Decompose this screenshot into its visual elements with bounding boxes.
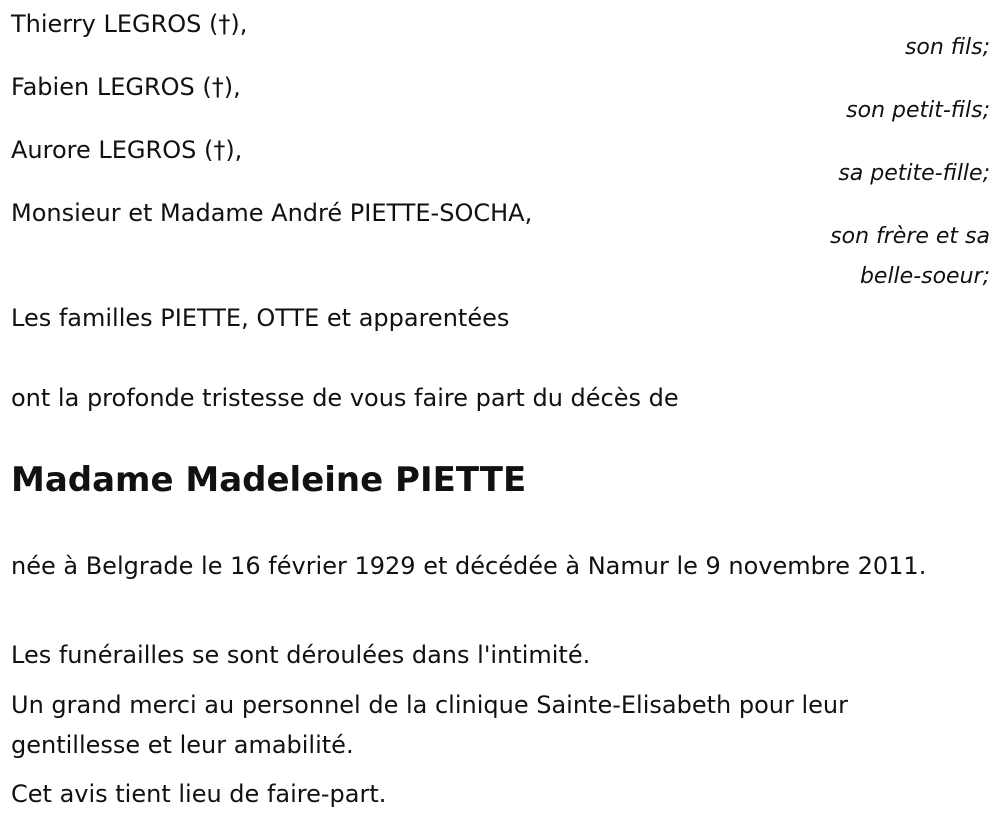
- family-name-3: Aurore LEGROS (†),: [11, 136, 243, 164]
- family-relation-4: son frère et sa belle-soeur;: [830, 224, 990, 289]
- deceased-name: Madame Madeleine PIETTE: [11, 460, 527, 500]
- family-name-1: Thierry LEGROS (†),: [11, 10, 248, 38]
- announcement-line: ont la profonde tristesse de vous faire part du décès de: [11, 384, 679, 412]
- family-relation-3: sa petite-fille;: [838, 161, 990, 186]
- family-name-4: Monsieur et Madame André PIETTE-SOCHA,: [11, 199, 533, 227]
- family-name-2: Fabien LEGROS (†),: [11, 73, 241, 101]
- funeral-paragraph: Les funérailles se sont déroulées dans l'intimité.: [11, 641, 591, 669]
- birth-death-paragraph: née à Belgrade le 16 février 1929 et décédée à Namur le 9 novembre 2011.: [11, 552, 927, 580]
- families-line: Les familles PIETTE, OTTE et apparentées: [11, 304, 510, 332]
- family-relation-1: son fils;: [904, 35, 990, 60]
- closing-paragraph: Cet avis tient lieu de faire-part.: [11, 780, 387, 808]
- family-relation-2: son petit-fils;: [846, 98, 990, 123]
- thanks-paragraph: Un grand merci au personnel de la clinique Sainte-Elisabeth pour leur gentillesse et leur amabilité.: [11, 691, 848, 759]
